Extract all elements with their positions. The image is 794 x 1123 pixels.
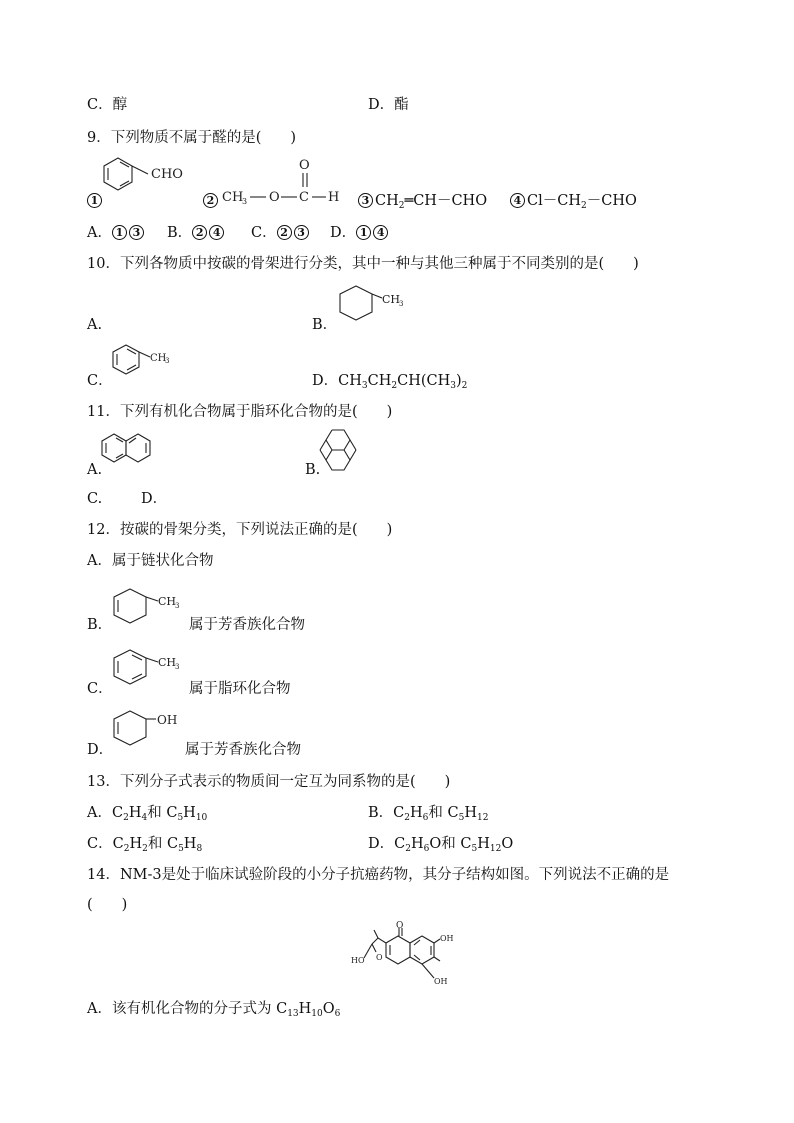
ring: [114, 711, 146, 745]
q9-item-2-number: 2: [203, 192, 220, 210]
q13-option-a: A．$C_2H_4$和 $C_5H_{10}$: [87, 805, 208, 823]
q10-stem: 10．下列各物质中按碳的骨架进行分类，其中一种与其他三种属于不同类别的是( ): [87, 256, 639, 272]
q9-option-b: B． 2 4: [167, 224, 226, 242]
q10-option-b-methylcyclohexane: [336, 282, 426, 332]
q14-stem: 14．NM-3是处于临床试验阶段的小分子抗癌药物，其分子结构如图。下列说法不正确的是: [87, 867, 670, 883]
svg-text:HO: HO: [351, 956, 365, 965]
q12-option-b-methylcyclohexadiene: [110, 585, 190, 631]
q11-option-b-label: B.: [305, 462, 321, 478]
svg-text:3: 3: [242, 197, 248, 206]
q9-stem: 9．下列物质不属于醛的是( ): [87, 130, 297, 146]
q9-option-c: C． 2 3: [251, 224, 311, 242]
svg-text:3: 3: [165, 357, 170, 365]
q12-option-a: A．属于链状化合物: [87, 553, 214, 569]
q14-stem-paren: ( ): [87, 897, 128, 913]
q12-option-d-label: D．: [87, 742, 114, 758]
q9-item-2-methyl-formate: [220, 155, 350, 205]
q12-option-c-label: C．: [87, 681, 113, 697]
q12-option-b-label: B．: [87, 617, 113, 633]
q12-option-b-text: 属于芳香族化合物: [189, 617, 305, 633]
q10-option-d: D．$CH_3CH_2CH(CH_3)_2$: [312, 373, 468, 391]
svg-text:CH: CH: [382, 293, 401, 306]
svg-text:CH: CH: [158, 595, 177, 608]
q8-option-d: D．酯: [368, 97, 409, 113]
svg-text:H: H: [328, 190, 340, 205]
q12-option-c-toluene: [110, 646, 190, 692]
q8-option-c: C．醇: [87, 97, 128, 113]
q13-stem: 13．下列分子式表示的物质间一定互为同系物的是( ): [87, 774, 451, 790]
q9-item-1-benzaldehyde: [100, 152, 200, 202]
q11-option-a-label: A.: [87, 462, 103, 478]
q9-option-d: D． 1 4: [330, 224, 390, 242]
q13-option-d: D．$C_2H_6O$和 $C_5H_{12}O$: [368, 836, 514, 854]
svg-text:CH: CH: [158, 656, 177, 669]
q10-option-a: A.: [87, 317, 103, 333]
top-ring: [326, 430, 350, 450]
svg-text:3: 3: [399, 300, 404, 308]
q13-option-c: C．$C_2H_2$和 $C_5H_8$: [87, 836, 203, 854]
q9-item-3: 3 $CH_2═CH-CHO$: [358, 192, 487, 210]
svg-text:OH: OH: [157, 713, 178, 727]
svg-text:CH: CH: [150, 353, 167, 364]
q14-option-a: A．该有机化合物的分子式为 $C_{13}H_{10}O_6$: [87, 1001, 341, 1019]
q12-stem: 12．按碳的骨架分类，下列说法正确的是( ): [87, 522, 393, 538]
svg-text:OH: OH: [434, 977, 448, 986]
q10-option-c-label: C．: [87, 373, 113, 389]
q11-stem: 11．下列有机化合物属于脂环化合物的是( ): [87, 404, 393, 420]
q10-option-b-label: B．: [312, 317, 338, 333]
group-label: CHO: [151, 167, 183, 182]
svg-text:O: O: [299, 158, 310, 173]
q11-option-b-bicyclic-structure: [318, 428, 368, 476]
q11-option-c: C.: [87, 491, 103, 507]
svg-text:O: O: [376, 953, 383, 962]
benzene-ring: [114, 650, 146, 684]
q13-option-b: B．$C_2H_6$和 $C_5H_{12}$: [368, 805, 489, 823]
svg-text:C: C: [299, 190, 309, 205]
cyclohexane-ring: [340, 286, 372, 320]
q12-option-c-text: 属于脂环化合物: [189, 681, 291, 697]
q12-option-d-cyclohexenol: [110, 707, 190, 753]
q9-item-4: 4 $Cl-CH_2-CHO$: [510, 192, 637, 210]
q11-option-d: D．: [141, 491, 168, 507]
svg-text:O: O: [269, 190, 280, 205]
q9-option-a: A． 1 3: [87, 224, 146, 242]
q10-option-c-toluene: [110, 343, 190, 385]
q9-item-1-number: 1: [87, 192, 104, 210]
q14-nm3-structure: [350, 922, 460, 992]
svg-text:3: 3: [175, 602, 180, 610]
svg-text:OH: OH: [440, 934, 454, 943]
benzene-ring: [410, 936, 434, 964]
ring: [114, 589, 146, 623]
svg-text:O: O: [396, 921, 404, 931]
svg-text:CH: CH: [222, 190, 244, 205]
svg-text:3: 3: [175, 663, 180, 671]
q11-option-a-naphthalene: [100, 431, 160, 471]
q12-option-d-text: 属于芳香族化合物: [185, 742, 301, 758]
